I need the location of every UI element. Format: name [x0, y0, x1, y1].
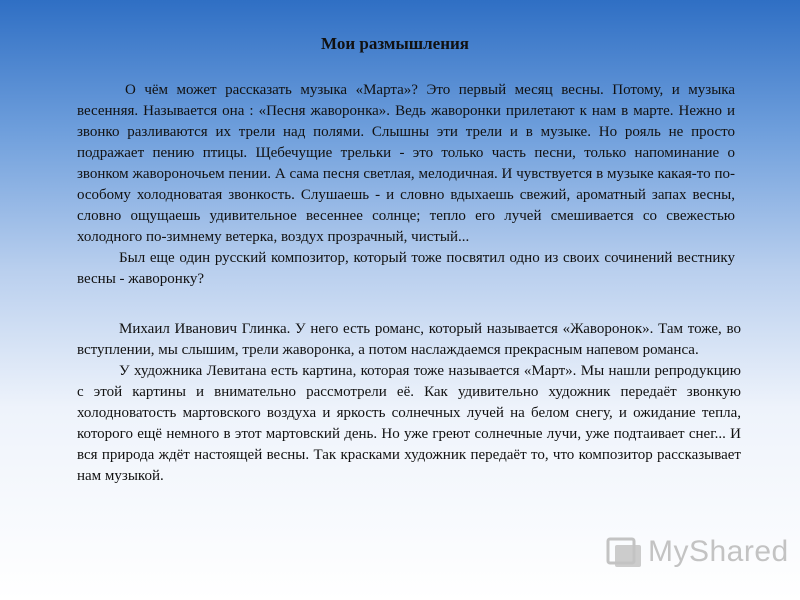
text-block-1: [77, 80, 735, 290]
watermark-logo: [606, 533, 789, 573]
paragraph-glinka: Михаил Иванович Глинка. У него есть романс, который называется «Жаворонок». Там тоже, во вступлении, мы слышим, трели жаворонка, а потом наслаждаемся прекрасным напевом романса.: [77, 321, 741, 358]
paragraph-music-of-march: О чём может рассказать музыка «Марта»? Это первый месяц весны. Потому, и музыка весенняя. Называется она : «Песня жаворонка». Ведь жаворонки прилетают к нам в марте. Нежно и звонко разливаются их трели над полями. Слышны эти трели и в музыке. Но рояль не просто подражает пению птицы. Щебечущие трельки - это только часть песни, только напоминание о звонком жавороночьем пении. А сама песня светлая, мелодичная. И чувствуется в музыке какая-то по-особому холодноватая звонкость. Слушаешь - и словно вдыхаешь свежий, ароматный запах весны, словно ощущаешь удивительное весеннее солнце; тепло его лучей смешивается со свежестью холодного по-зимнему ветерка, воздух прозрачный, чистый...: [77, 82, 735, 245]
paragraph-levitan: У художника Левитана есть картина, которая тоже называется «Март». Мы нашли репродукцию с этой картины и внимательно рассмотрели её. Как удивительно художник передаёт звонкую холодноватость мартовского воздуха и яркость солнечных лучей на белом снегу, и ожидание тепла, которого ещё немного в этот мартовский день. Но уже греют солнечные лучи, уже подтаивает снег... И вся природа ждёт настоящей весны. Так красками художник передаёт то, что композитор рассказывает нам музыкой.: [77, 363, 741, 484]
text-block-2: [77, 319, 741, 487]
slide-title: Мои размышления: [321, 34, 469, 53]
slides-icon: [606, 535, 644, 571]
paragraph-question-composer: Был еще один русский композитор, который тоже посвятил одно из своих сочинений вестнику весны - жаворонку?: [77, 250, 735, 287]
watermark-text: MyShared: [648, 535, 789, 568]
